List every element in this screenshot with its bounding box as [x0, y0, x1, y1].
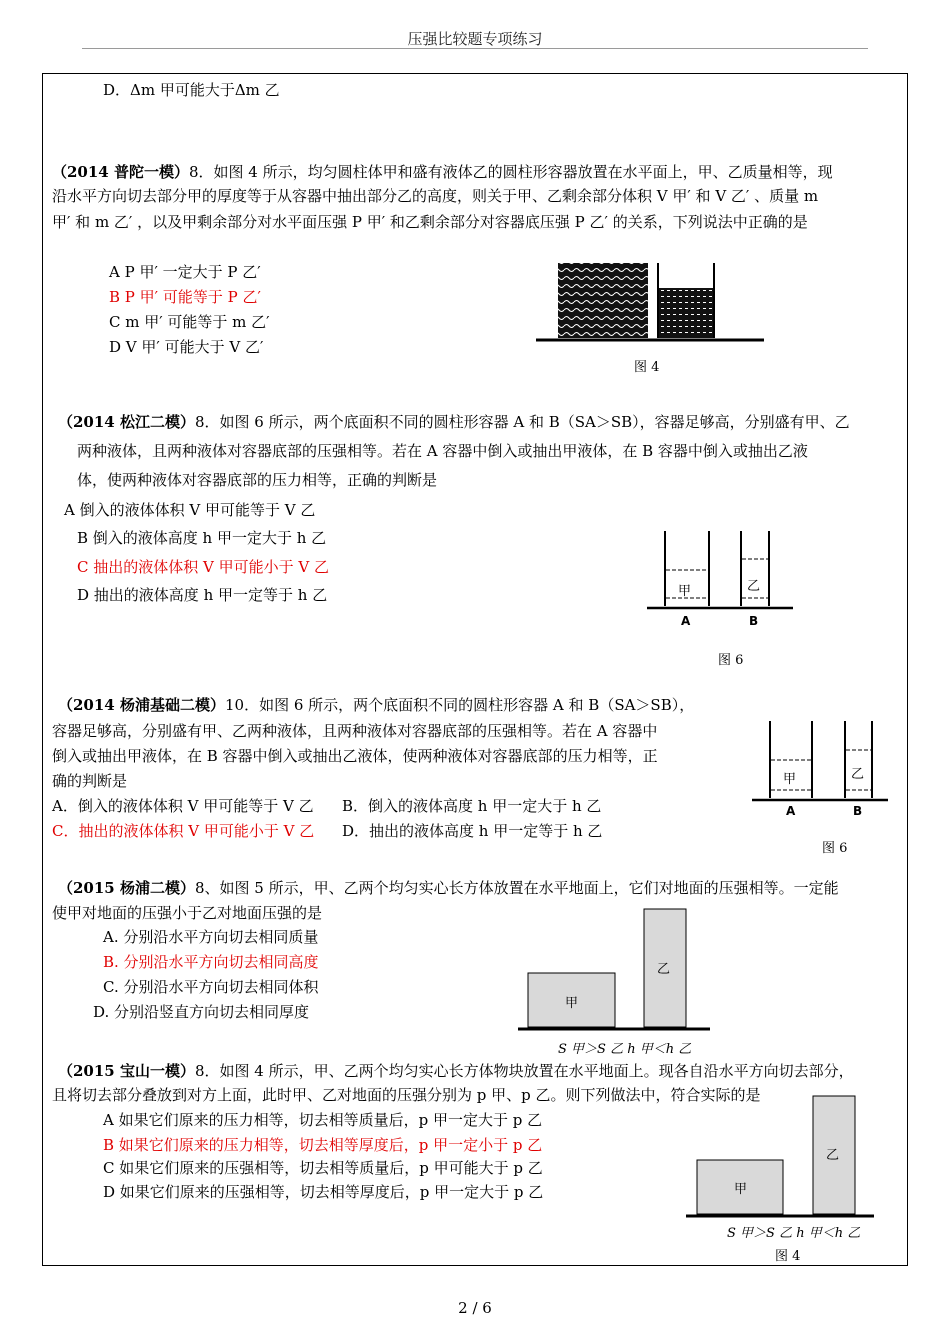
q2-liquid-a: 甲: [678, 584, 692, 599]
q1-option-a: A P 甲′ 一定大于 P 乙′: [109, 263, 261, 281]
q4-line1: （2015 杨浦二模）8、如图 5 所示，甲、乙两个均匀实心长方体放置在水平地面上，它们对地面的压强相等。一定能: [58, 879, 839, 897]
q3-line2: 容器足够高，分别盛有甲、乙两种液体，且两种液体对容器底部的压强相等。若在 A 容器中: [52, 722, 658, 740]
q3-label-b: B: [853, 804, 863, 818]
q4-figure: [516, 905, 712, 1035]
q4-option-b: B. 分别沿水平方向切去相同高度: [103, 953, 319, 971]
q2-line2: 两种液体，且两种液体对容器底部的压强相等。若在 A 容器中倒入或抽出甲液体，在 B 容器中倒入或抽出乙液: [77, 442, 808, 460]
q4-option-d: D. 分别沿竖直方向切去相同厚度: [93, 1003, 310, 1021]
q4-block-a: 甲: [565, 996, 579, 1011]
q4-source: （2015 杨浦二模）: [58, 879, 195, 897]
q3-figure-caption: 图 6: [822, 841, 848, 856]
fragment-line: D．Δm 甲可能大于Δm 乙: [103, 81, 280, 99]
q2-option-b: B 倒入的液体高度 h 甲一定大于 h 乙: [77, 529, 327, 547]
q5-option-b: B 如果它们原来的压力相等，切去相等厚度后，p 甲一定小于 p 乙: [103, 1136, 543, 1154]
q5-figure-caption-1: S 甲＞S 乙 h 甲＜h 乙: [727, 1226, 861, 1241]
q5-figure: [684, 1093, 876, 1221]
q1-option-d: D V 甲′ 可能大于 V 乙′: [109, 338, 264, 356]
q1-line3: 甲′ 和 m 乙′ ，以及甲剩余部分对水平面压强 P 甲′ 和乙剩余部分对容器底压强 P 乙′ 的关系，下列说法中正确的是: [52, 213, 808, 231]
q2-figure-caption: 图 6: [718, 653, 744, 668]
q3-option-c: C．抽出的液体体积 V 甲可能小于 V 乙: [52, 822, 315, 840]
q1-source: （2014 普陀一模）: [52, 163, 189, 181]
q4-figure-caption: S 甲＞S 乙 h 甲＜h 乙: [558, 1042, 692, 1057]
header-rule: [82, 48, 868, 49]
q5-line2: 且将切去部分叠放到对方上面，此时甲、乙对地面的压强分别为 p 甲、p 乙。则下列做法中，符合实际的是: [52, 1086, 761, 1104]
q3-figure: [750, 718, 890, 804]
q2-label-a: A: [681, 614, 691, 628]
q3-option-a: A．倒入的液体体积 V 甲可能等于 V 乙: [52, 797, 314, 815]
page-header: 压强比较题专项练习: [407, 30, 543, 48]
q2-source: （2014 松江二模）: [58, 413, 195, 431]
liquid-yi: [659, 288, 713, 338]
q3-source: （2014 杨浦基础二模）: [58, 696, 225, 714]
q5-option-d: D 如果它们原来的压强相等，切去相等厚度后，p 甲一定大于 p 乙: [103, 1183, 544, 1201]
q5-figure-caption-2: 图 4: [775, 1249, 801, 1264]
q5-line1: （2015 宝山一模）8．如图 4 所示，甲、乙两个均匀实心长方体物块放置在水平地面上。现各自沿水平方向切去部分，: [58, 1062, 854, 1080]
q1-option-c: C m 甲′ 可能等于 m 乙′: [109, 313, 270, 331]
solid-cylinder-jia: [558, 263, 648, 338]
q3-option-b: B．倒入的液体高度 h 甲一定大于 h 乙: [342, 797, 602, 815]
q2-line3: 体，使两种液体对容器底部的压力相等，正确的判断是: [77, 471, 438, 489]
q1-option-b: B P 甲′ 可能等于 P 乙′: [109, 288, 261, 306]
q2-liquid-b: 乙: [747, 579, 761, 594]
q5-block-b: 乙: [826, 1148, 840, 1163]
q3-option-d: D．抽出的液体高度 h 甲一定等于 h 乙: [342, 822, 603, 840]
q3-line4: 确的判断是: [52, 772, 128, 790]
q4-block-b: 乙: [657, 962, 671, 977]
q5-block-a: 甲: [734, 1182, 748, 1197]
q1-line2: 沿水平方向切去部分甲的厚度等于从容器中抽出部分乙的高度，则关于甲、乙剩余部分体积 V 甲′ 和 V 乙′ 、质量 m: [52, 187, 819, 205]
q2-option-d: D 抽出的液体高度 h 甲一定等于 h 乙: [77, 586, 328, 604]
q1-figure-caption: 图 4: [634, 360, 660, 375]
q2-line1: （2014 松江二模）8．如图 6 所示，两个底面积不同的圆柱形容器 A 和 B（SA＞SB），容器足够高，分别盛有甲、乙: [58, 413, 850, 431]
q5-option-a: A 如果它们原来的压力相等，切去相等质量后，p 甲一定大于 p 乙: [103, 1111, 543, 1129]
q3-liquid-a: 甲: [783, 772, 797, 787]
q4-option-a: A. 分别沿水平方向切去相同质量: [103, 928, 319, 946]
q2-figure: [645, 528, 795, 613]
q4-option-c: C. 分别沿水平方向切去相同体积: [103, 978, 319, 996]
q5-source: （2015 宝山一模）: [58, 1062, 195, 1080]
q1-figure: [534, 258, 774, 348]
q5-option-c: C 如果它们原来的压强相等，切去相等质量后，p 甲可能大于 p 乙: [103, 1159, 543, 1177]
q3-label-a: A: [786, 804, 796, 818]
q3-line3: 倒入或抽出甲液体，在 B 容器中倒入或抽出乙液体，使两种液体对容器底部的压力相等，正: [52, 747, 658, 765]
q1-line1: （2014 普陀一模）8．如图 4 所示，均匀圆柱体甲和盛有液体乙的圆柱形容器放置在水平面上，甲、乙质量相等，现: [52, 163, 833, 181]
page-number: 2 / 6: [458, 1299, 492, 1317]
q2-option-a: A 倒入的液体体积 V 甲可能等于 V 乙: [64, 501, 316, 519]
q4-line2: 使甲对地面的压强小于乙对地面压强的是: [52, 904, 323, 922]
q3-liquid-b: 乙: [851, 767, 865, 782]
q2-label-b: B: [749, 614, 759, 628]
q2-option-c: C 抽出的液体体积 V 甲可能小于 V 乙: [77, 558, 329, 576]
q3-line1: （2014 杨浦基础二模）10．如图 6 所示，两个底面积不同的圆柱形容器 A 和 B（SA＞SB），: [58, 696, 695, 714]
